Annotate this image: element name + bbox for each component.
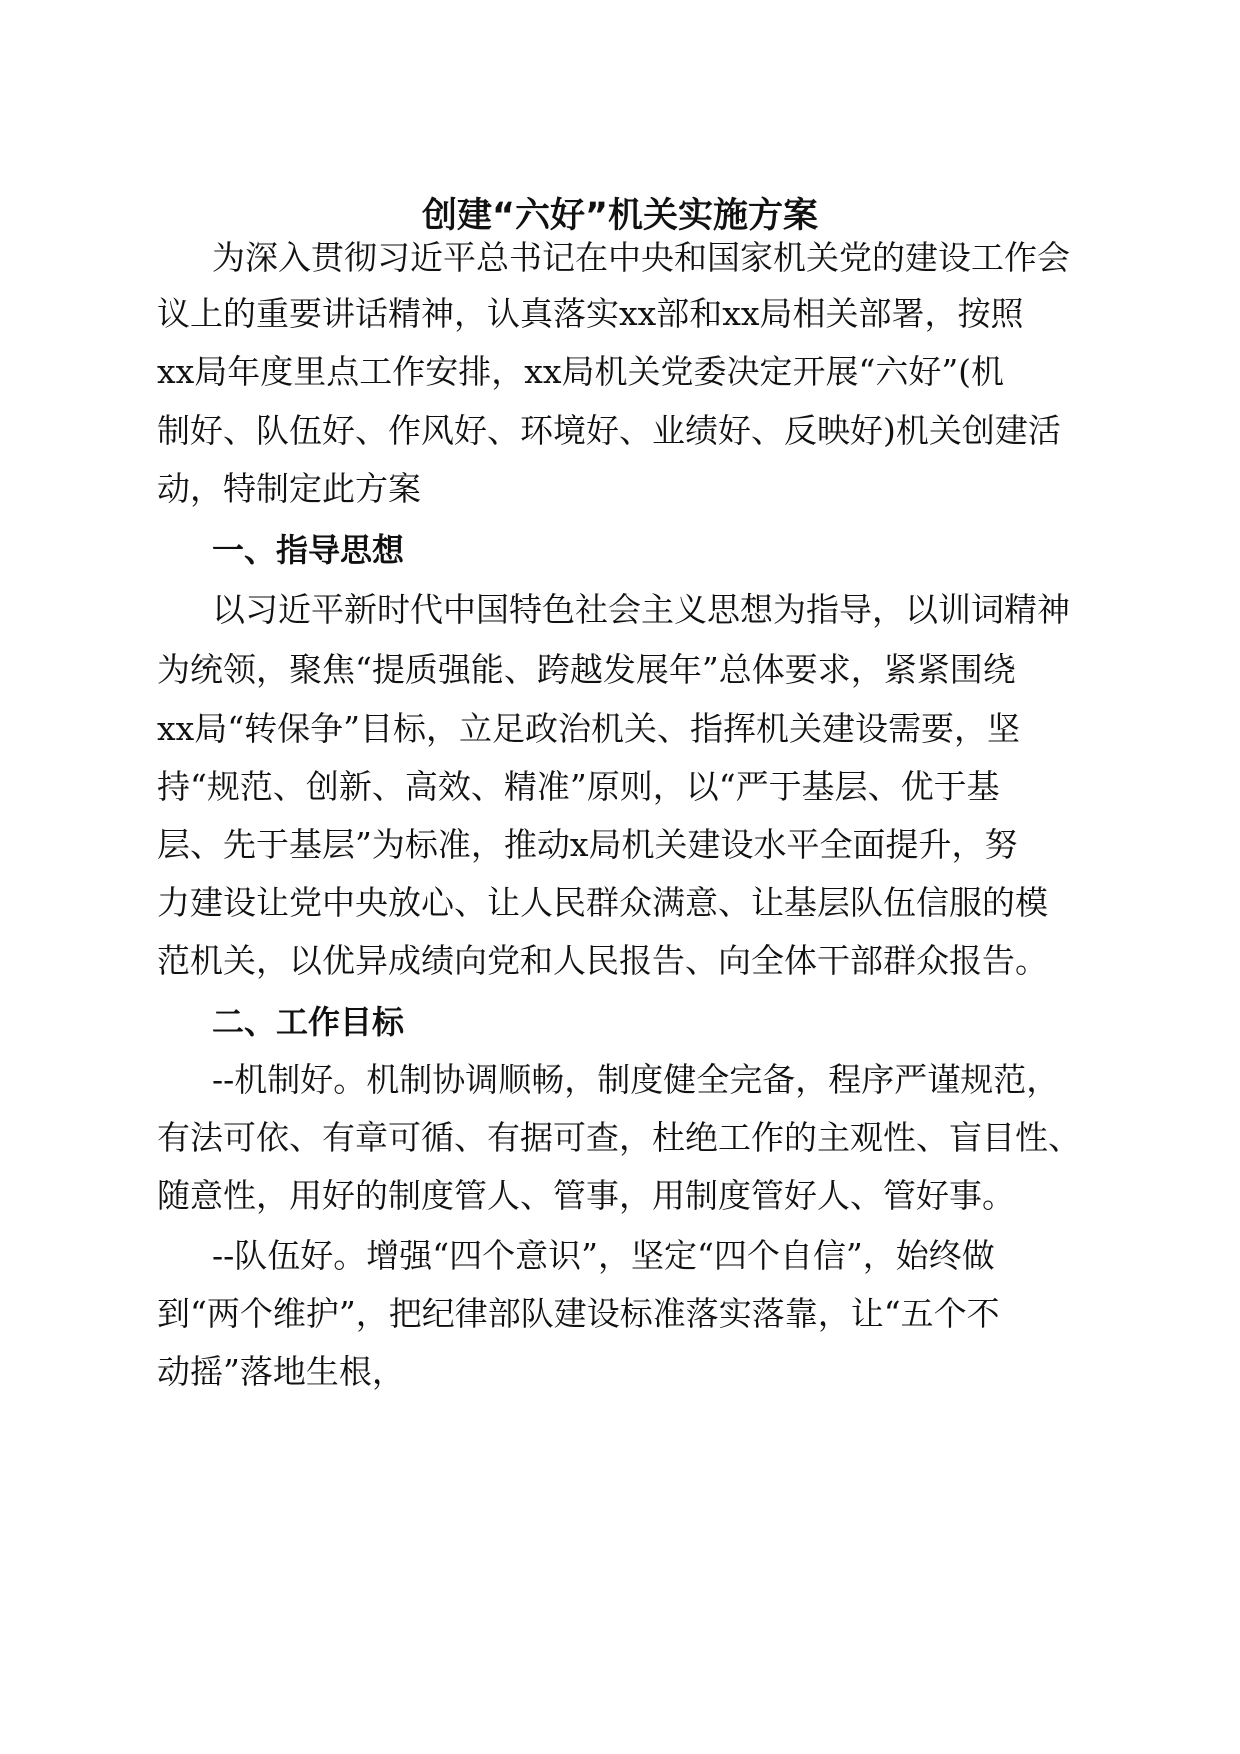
goal-team-line: 到“两个维护”，把纪律部队建设标准落实落靠，让“五个不 xyxy=(157,1294,1000,1333)
section1-line: 范机关，以优异成绩向党和人民报告、向全体干部群众报告。 xyxy=(157,941,1048,980)
section1-line: 以习近平新时代中国特色社会主义思想为指导，以训词精神 xyxy=(212,590,1070,629)
section1-line: 力建设让党中央放心、让人民群众满意、让基层队伍信服的模 xyxy=(157,883,1048,922)
goal-mechanism-line: 随意性，用好的制度管人、管事，用制度管好人、管好事。 xyxy=(157,1176,1015,1215)
section-heading-work-goals: 二、工作目标 xyxy=(212,1003,405,1041)
section1-line: xx局“转保争”目标，立足政治机关、指挥机关建设需要，坚 xyxy=(157,709,1020,748)
goal-mechanism-line: 有法可依、有章可循、有据可查，杜绝工作的主观性、盲目性、 xyxy=(157,1118,1081,1157)
section1-line: 层、先于基层”为标准，推动x局机关建设水平全面提升，努 xyxy=(157,825,1018,864)
document-title: 创建“六好”机关实施方案 xyxy=(421,196,818,236)
intro-line: 动，特制定此方案 xyxy=(157,469,421,508)
intro-line: 为深入贯彻习近平总书记在中央和国家机关党的建设工作会 xyxy=(212,238,1070,277)
section1-line: 为统领，聚焦“提质强能、跨越发展年”总体要求，紧紧围绕 xyxy=(157,650,1016,689)
goal-team-line: 动摇”落地生根， xyxy=(157,1352,405,1391)
intro-line: 议上的重要讲话精神，认真落实xx部和xx局相关部署，按照 xyxy=(157,294,1024,333)
intro-line: xx局年度里点工作安排，xx局机关党委决定开展“六好”(机 xyxy=(157,352,1005,391)
intro-line: 制好、队伍好、作风好、环境好、业绩好、反映好)机关创建活 xyxy=(157,411,1061,450)
goal-mechanism-line: --机制好。机制协调顺畅，制度健全完备，程序严谨规范， xyxy=(212,1060,1060,1099)
section1-line: 持“规范、创新、高效、精准”原则，以“严于基层、优于基 xyxy=(157,767,1000,806)
section-heading-guiding-thought: 一、指导思想 xyxy=(212,531,405,569)
goal-team-line: --队伍好。增强“四个意识”，坚定“四个自信”，始终做 xyxy=(212,1236,995,1275)
